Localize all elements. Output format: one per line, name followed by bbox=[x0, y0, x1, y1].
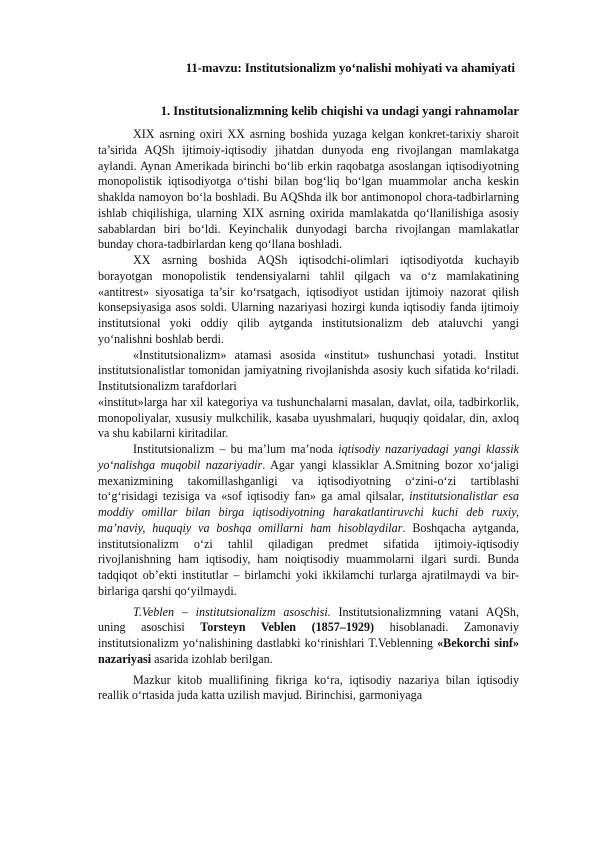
paragraph-6-text-a: Institutsionalizm – bu ma’lum ma’noda bbox=[133, 442, 339, 456]
paragraph-8: Mazkur kitob muallifining fikriga ko‘ra, iqtisodiy nazariya bilan iqtisodiy reallik o‘rtasida juda katta uzilish mavjud. Birinchisi, garmoniyaga bbox=[98, 672, 519, 703]
paragraph-6-text-c: . Agar yangi klassiklar A.Smitning bozor xo‘jaligi mexanizmining takomillashganligi va iqtisodiyotning o‘zini-o‘zi tartiblashi to‘g‘risidagi tezisiga va «sof iqtisodiy fan» ga amal qilsalar, bbox=[98, 457, 519, 504]
paragraph-7-italic-lead: T.Veblen – institutsionalizm asoschisi. bbox=[133, 604, 331, 619]
paragraph-7-bold-name: Torsteyn Veblen (1857–1929) bbox=[200, 620, 375, 635]
paragraph-7 bbox=[98, 605, 519, 668]
document-body bbox=[98, 127, 519, 704]
paragraph-7-text-d: hisoblanadi. Zamonaviy institutsionalizm yo‘nalishining dastlabki ko‘rinishlari T.Veblenning bbox=[98, 620, 519, 650]
paragraph-5: «institut»larga har xil kategoriya va tushunchalarni masalan, davlat, oila, tadbirkorlik, monopoliyalar, xususiy mulkchilik, kasaba uyushmalari, huquqiy qoidalar, din, axloq va shu kabilarni kiritadilar. bbox=[98, 394, 519, 441]
paragraph-6-italic-claim: institutsionalistlar esa moddiy omillar bilan birga iqtisodiyotning harakatlantiruvchi kuchi deb ruxiy, ma’naviy, huquqiy va boshqa omillarni ham hisoblaydilar bbox=[98, 489, 519, 535]
paragraph-3: «antitrest» siyosatiga ta’sir ko‘rsatgach, iqtisodiyot ustidan ijtimoiy nazorat qilish konsepsiyasiga asos soldi. Ularning nazariyasi hozirgi kunda iqtisodiy fanda ijtimoiy institutsional yoki oddiy qilib aytganda institutsionalizm deb ataluvchi yangi yo‘nalishni boshlab berdi. bbox=[98, 284, 519, 346]
paragraph-6-text-e: . Boshqacha aytganda, institutsionalizm o‘zi tahlil qiladigan predmet sifatida ijtimoiy-iqtisodiy rivojlanishning ham iqtisodiy, ham noiqtisodiy muammolarni ilgari surdi. Bunda tadqiqot ob’ekti institutlar – birlamchi yoki ikkilamchi turlarga ajratilmaydi va bir-birlariga qarshi qo‘yilmaydi. bbox=[98, 520, 519, 598]
paragraph-7-text-b: Institutsionalizmning vatani AQSh, uning asoschisi bbox=[98, 604, 519, 635]
paragraph-7-bold-work: «Bekorchi sinf» nazariyasi bbox=[98, 636, 520, 666]
topic-title: 11-mavzu: Institutsionalizm yo‘nalishi mohiyati va ahamiyati bbox=[185, 61, 515, 75]
paragraph-7-text-f: asarida izohlab berilgan. bbox=[151, 651, 273, 666]
paragraph-6 bbox=[98, 442, 519, 600]
paragraph-2: XX asrning boshida AQSh iqtisodchi-olimlari iqtisodiyotda kuchayib borayotgan monopolistik tendensiyalarni tahlil qilgach va o‘z mamlakatining bbox=[98, 253, 519, 283]
paragraph-6-italic-definition: iqtisodiy nazariyadagi yangi klassik yo‘nalishga muqobil nazariyadir bbox=[98, 442, 519, 472]
paragraph-4: «Institutsionalizm» atamasi asosida «institut» tushunchasi yotadi. Institut institutsionalistlar tomonidan jamiyatning rivojlanishda asosiy kuch sifatida ko‘riladi. Institutsionalizm tarafdorlari bbox=[98, 347, 519, 393]
section-heading: 1. Institutsionalizmning kelib chiqishi va undagi yangi rahnamolar bbox=[160, 104, 519, 118]
paragraph-1: XIX asrning oxiri XX asrning boshida yuzaga kelgan konkret-tarixiy sharoit ta’sirida AQSh ijtimoiy-iqtisodiy jihatdan dunyoda eng rivojlangan mamlakatga aylandi. Aynan Amerikada birinchi bo‘lib erkin raqobatga asoslangan iqtisodiyotning monopolistik iqtisodiyotga o‘tishi bilan bog‘liq bo‘lgan muammolar ancha keskin shaklda namoyon bo‘la boshladi. Bu AQShda ilk bor antimonopol chora-tadbirlarning ishlab chiqilishiga, ularning XIX asrning oxirida mamlakatda qo‘llanilishiga asosiy sabablardan biri bo‘ldi. Keyinchalik dunyodagi barcha rivojlangan mamlakatlar bunday chora-tadbirlardan keng qo‘llana boshladi. bbox=[98, 127, 519, 252]
